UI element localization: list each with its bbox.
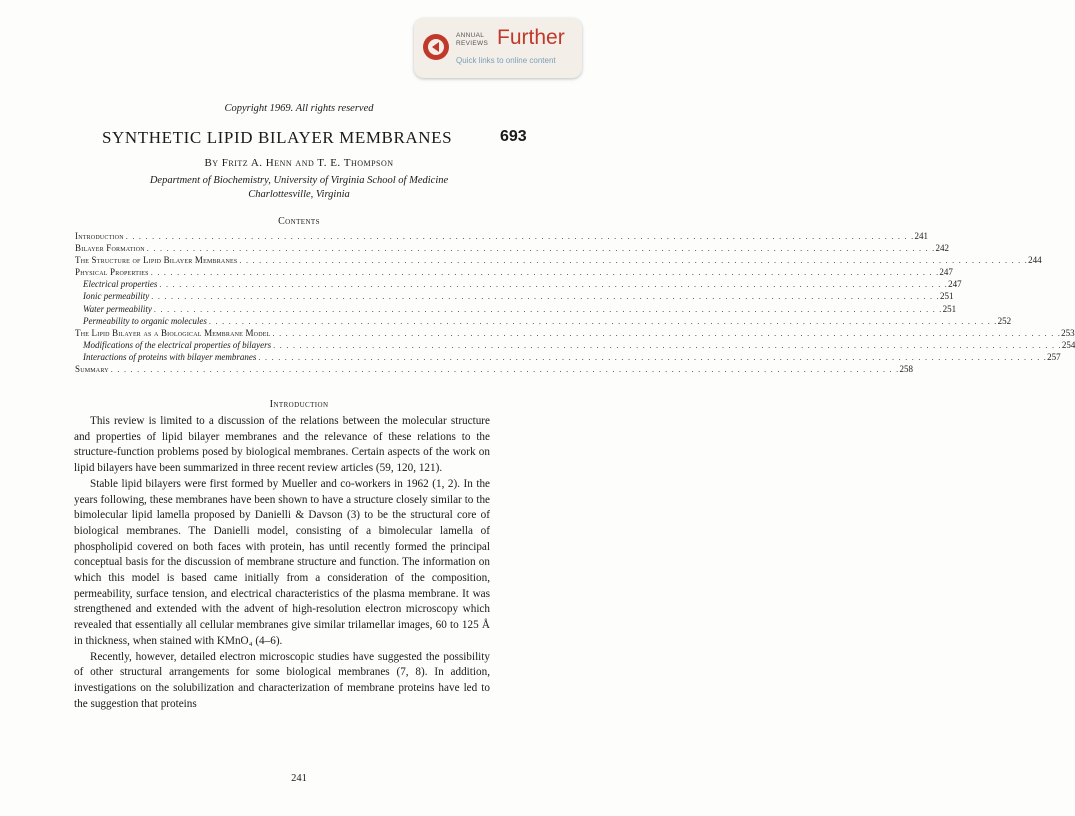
toc-entry-page: 242 xyxy=(935,243,949,254)
toc-entry xyxy=(75,278,962,290)
toc-entry-page: 247 xyxy=(948,279,962,290)
toc-entry-page: 251 xyxy=(939,291,954,302)
section-heading: Introduction xyxy=(269,399,329,410)
toc-entry-label: Summary xyxy=(75,364,109,375)
toc-entry-label: Interactions of proteins with bilayer membranes xyxy=(83,351,257,362)
toc-entry-label: Water permeability xyxy=(83,303,152,314)
toc-entry-page: 257 xyxy=(1047,351,1061,362)
toc-leader-dots: . . . . . . . . . . . . . . . . . . . . . . . . . . . . . . . . . . . . . . . . . . . . . . . . . . . . . . . . . . . . . . . . . . . . . . . . . . . . . . . . . . . . . . . . . . . . . . . . . . . . . . . . . . . . . . . . . . . . . . . . xyxy=(150,268,940,278)
toc-entry xyxy=(75,351,1061,363)
toc-entry-page: 251 xyxy=(942,303,957,314)
toc-leader-dots: . . . . . . . . . . . . . . . . . . . . . . . . . . . . . . . . . . . . . . . . . . . . . . . . . . . . . . . . . . . . . . . . . . . . . . . . . . . . . . . . . . . . . . . . . . . . . . . . . . . . . . . . . . . . . . . . . . . . . . . . xyxy=(273,340,1062,350)
toc-leader-dots: . . . . . . . . . . . . . . . . . . . . . . . . . . . . . . . . . . . . . . . . . . . . . . . . . . . . . . . . . . . . . . . . . . . . . . . . . . . . . . . . . . . . . . . . . . . . . . . . . . . . . . . . . . . . . . . . . . . . . . . . xyxy=(153,304,943,314)
copyright-line: Copyright 1969. All rights reserved xyxy=(224,103,374,114)
paragraph: Stable lipid bilayers were first formed by Mueller and co-workers in 1962 (1, 2). In the years following, these membranes have been shown to have a structure closely similar to the bimolecular lipid lamella proposed by Danielli & Davson (3) to be the structural core of biological membranes. The Danielli model, consisting of a bimolecular lamella of phospholipid covered on both faces with protein, has until recently formed the principal conceptual basis for the discussion of membrane structure and function. The information on which this model is based came initially from a consideration of the composition, permeability, surface tension, and electrical characteristics of the plasma membrane. It was strengthened and extended with the advent of high-resolution electron microscopy which revealed that essentially all cellular membranes give similar trilamellar images, 60 to 125 Å in thickness, when stained with KMnO₄ (4–6). xyxy=(74,477,490,647)
toc-leader-dots: . . . . . . . . . . . . . . . . . . . . . . . . . . . . . . . . . . . . . . . . . . . . . . . . . . . . . . . . . . . . . . . . . . . . . . . . . . . . . . . . . . . . . . . . . . . . . . . . . . . . . . . . . . . . . . . . . . . . . . . . xyxy=(239,256,1029,266)
journal-page-number: 693 xyxy=(500,128,527,145)
article-title: SYNTHETIC LIPID BILAYER MEMBRANES xyxy=(102,128,453,147)
affiliation xyxy=(0,174,598,202)
toc-entry-page: 254 xyxy=(1061,339,1075,350)
toc-entry xyxy=(75,339,1075,351)
toc-entry-page: 253 xyxy=(1061,327,1075,338)
toc-leader-dots: . . . . . . . . . . . . . . . . . . . . . . . . . . . . . . . . . . . . . . . . . . . . . . . . . . . . . . . . . . . . . . . . . . . . . . . . . . . . . . . . . . . . . . . . . . . . . . . . . . . . . . . . . . . . . . . . . . . . . . . . xyxy=(159,280,949,290)
further-label: Further xyxy=(497,26,565,49)
further-logo-icon xyxy=(422,33,450,61)
toc-entry xyxy=(75,315,1012,327)
contents-heading: Contents xyxy=(278,216,320,227)
department-line: Department of Biochemistry, University of Virginia School of Medicine xyxy=(149,175,449,186)
annual-reviews-wordmark: ANNUAL REVIEWS xyxy=(456,32,489,47)
toc-leader-dots: . . . . . . . . . . . . . . . . . . . . . . . . . . . . . . . . . . . . . . . . . . . . . . . . . . . . . . . . . . . . . . . . . . . . . . . . . . . . . . . . . . . . . . . . . . . . . . . . . . . . . . . . . . . . . . . . . . . . . . . . xyxy=(151,292,940,302)
toc-entry xyxy=(75,327,1075,339)
toc-leader-dots: . . . . . . . . . . . . . . . . . . . . . . . . . . . . . . . . . . . . . . . . . . . . . . . . . . . . . . . . . . . . . . . . . . . . . . . . . . . . . . . . . . . . . . . . . . . . . . . . . . . . . . . . . . . . . . . . . . . . . . . . xyxy=(125,232,915,241)
toc-entry-label: The Lipid Bilayer as a Biological Membrane Model xyxy=(75,327,271,338)
toc-leader-dots: . . . . . . . . . . . . . . . . . . . . . . . . . . . . . . . . . . . . . . . . . . . . . . . . . . . . . . . . . . . . . . . . . . . . . . . . . . . . . . . . . . . . . . . . . . . . . . . . . . . . . . . . . . . . . . . . . . . . . . . . xyxy=(110,365,900,375)
toc-entry xyxy=(75,303,957,315)
paragraph: This review is limited to a discussion of the relations between the molecular structure and properties of lipid bilayer membranes and the relevance of these relations to the structure-function problems posed by biological membranes. Certain aspects of the work on lipid bilayers have been summarized in three recent review articles (59, 120, 121). xyxy=(74,415,490,475)
toc-entry-page: 247 xyxy=(939,267,953,278)
toc-entry-page: 241 xyxy=(914,231,928,241)
toc-leader-dots: . . . . . . . . . . . . . . . . . . . . . . . . . . . . . . . . . . . . . . . . . . . . . . . . . . . . . . . . . . . . . . . . . . . . . . . . . . . . . . . . . . . . . . . . . . . . . . . . . . . . . . . . . . . . . . . . . . . . . . . . xyxy=(258,352,1048,362)
toc-entry-label: Physical Properties xyxy=(75,267,149,278)
toc-entry xyxy=(75,266,953,278)
body-text xyxy=(74,414,490,712)
toc-entry-page: 258 xyxy=(899,364,913,375)
toc-entry xyxy=(75,242,949,254)
toc-entry xyxy=(75,363,913,375)
toc-entry-label: Modifications of the electrical properties of bilayers xyxy=(83,339,272,350)
location-line: Charlottesville, Virginia xyxy=(248,189,350,200)
toc-entry-page: 244 xyxy=(1028,255,1042,266)
table-of-contents xyxy=(75,230,1075,375)
toc-entry-label: Permeability to organic molecules xyxy=(83,315,207,326)
toc-leader-dots: . . . . . . . . . . . . . . . . . . . . . . . . . . . . . . . . . . . . . . . . . . . . . . . . . . . . . . . . . . . . . . . . . . . . . . . . . . . . . . . . . . . . . . . . . . . . . . . . . . . . . . . . . . . . . . . . . . . . . . . . xyxy=(208,316,998,326)
further-tagline: Quick links to online content xyxy=(456,56,556,65)
toc-entry-label: The Structure of Lipid Bilayer Membranes xyxy=(75,255,238,266)
toc-entry xyxy=(75,290,954,302)
toc-leader-dots: . . . . . . . . . . . . . . . . . . . . . . . . . . . . . . . . . . . . . . . . . . . . . . . . . . . . . . . . . . . . . . . . . . . . . . . . . . . . . . . . . . . . . . . . . . . . . . . . . . . . . . . . . . . . . . . . . . . . . . . . xyxy=(146,244,936,254)
toc-entry xyxy=(75,230,928,242)
toc-entry-label: Ionic permeability xyxy=(83,291,150,302)
paragraph: Recently, however, detailed electron microscopic studies have suggested the possibility of other structural arrangements for some biological membranes (7, 8). In addition, investigations on the solubilization and characterization of membrane proteins have led to the suggestion that proteins xyxy=(74,650,490,710)
toc-entry xyxy=(75,254,1042,266)
toc-entry-label: Electrical properties xyxy=(83,279,158,290)
toc-entry-label: Bilayer Formation xyxy=(75,243,145,254)
toc-leader-dots: . . . . . . . . . . . . . . . . . . . . . . . . . . . . . . . . . . . . . . . . . . . . . . . . . . . . . . . . . . . . . . . . . . . . . . . . . . . . . . . . . . . . . . . . . . . . . . . . . . . . . . . . . . . . . . . . . . . . . . . . xyxy=(272,328,1062,338)
toc-entry-page: 252 xyxy=(997,315,1012,326)
footer-page-number: 241 xyxy=(291,773,307,784)
further-badge[interactable] xyxy=(414,18,582,78)
authors-line: By Fritz A. Henn and T. E. Thompson xyxy=(204,157,394,169)
toc-entry-label: Introduction xyxy=(75,231,124,241)
